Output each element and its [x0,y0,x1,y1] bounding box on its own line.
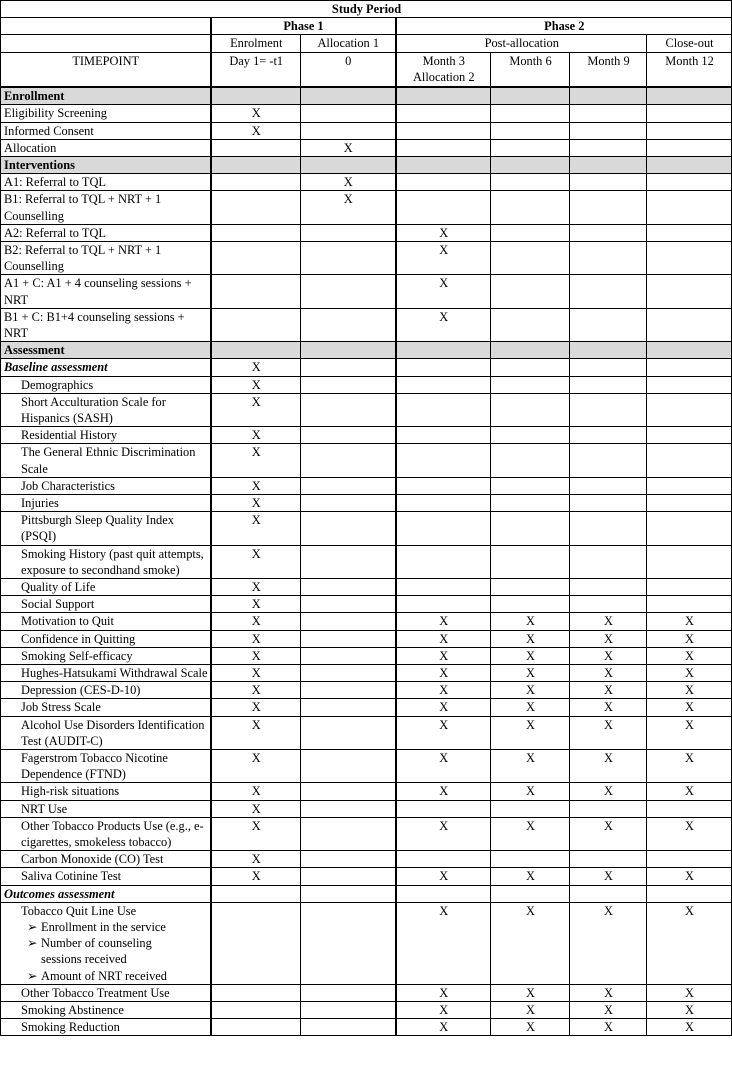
table-row [1,682,732,699]
schedule-mark: X [211,630,301,647]
table-row [1,174,732,191]
schedule-mark: X [211,783,301,800]
schedule-mark: X [211,699,301,716]
table-row [1,191,732,224]
schedule-mark: X [647,868,732,885]
zero-header: 0 [301,52,396,87]
schedule-mark: X [211,393,301,426]
table-row [1,647,732,664]
subsection-outcomes: Outcomes assessment [1,885,211,902]
schedule-mark: X [647,613,732,630]
month9-header: Month 9 [570,52,647,87]
schedule-mark: X [491,665,570,682]
schedule-mark: X [491,984,570,1001]
table-row [1,716,732,749]
row-label: High-risk situations [1,783,211,800]
schedule-mark: X [491,902,570,984]
table-row [1,359,732,376]
row-label: Job Characteristics [1,477,211,494]
schedule-mark: X [570,682,647,699]
row-label: Job Stress Scale [1,699,211,716]
schedule-mark: X [396,699,491,716]
schedule-mark: X [570,783,647,800]
schedule-mark: X [570,665,647,682]
schedule-mark: X [647,750,732,783]
table-row [1,512,732,545]
schedule-mark: X [647,902,732,984]
schedule-mark: X [211,596,301,613]
schedule-mark: X [211,613,301,630]
schedule-mark: X [491,1019,570,1036]
table-row [1,817,732,850]
section-interventions: Interventions [1,156,211,173]
schedule-mark: X [491,682,570,699]
schedule-mark: X [647,647,732,664]
schedule-mark: X [396,665,491,682]
schedule-mark: X [570,716,647,749]
schedule-mark: X [570,1019,647,1036]
row-label: A1 + C: A1 + 4 counseling sessions + NRT [1,275,211,308]
row-label: Saliva Cotinine Test [1,868,211,885]
table-row [1,579,732,596]
schedule-mark: X [491,630,570,647]
schedule-mark: X [491,613,570,630]
schedule-mark: X [647,817,732,850]
schedule-mark: X [647,630,732,647]
schedule-mark: X [211,122,301,139]
table-row [1,783,732,800]
arrow-bullet-icon: ➢ [27,936,38,951]
row-label: Pittsburgh Sleep Quality Index (PSQI) [1,512,211,545]
schedule-mark: X [647,716,732,749]
schedule-mark: X [396,1019,491,1036]
schedule-mark: X [211,800,301,817]
schedule-mark: X [211,512,301,545]
month12-header: Month 12 [647,52,732,87]
schedule-mark: X [301,174,396,191]
section-row [1,156,732,173]
schedule-mark: X [396,630,491,647]
arrow-bullet-icon: ➢ [27,920,38,935]
table-row [1,241,732,274]
study-period-header: Study Period [1,1,732,18]
schedule-mark: X [647,699,732,716]
table-row [1,1002,732,1019]
schedule-mark: X [396,783,491,800]
row-label: Injuries [1,494,211,511]
schedule-mark: X [570,817,647,850]
table-row [1,122,732,139]
schedule-mark: X [570,902,647,984]
schedule-mark: X [396,275,491,308]
section-row [1,342,732,359]
schedule-mark: X [396,224,491,241]
row-label: Informed Consent [1,122,211,139]
schedule-mark: X [211,444,301,477]
schedule-mark: X [396,716,491,749]
table-row [1,545,732,578]
schedule-mark: X [211,750,301,783]
table-row [1,984,732,1001]
table-row [1,596,732,613]
phase2-header: Phase 2 [396,18,732,35]
schedule-mark: X [211,494,301,511]
table-row [1,494,732,511]
subsection-baseline: Baseline assessment [1,359,211,376]
schedule-mark: X [570,613,647,630]
row-label: NRT Use [1,800,211,817]
section-assessment: Assessment [1,342,211,359]
allocation1-header: Allocation 1 [301,35,396,52]
schedule-mark: X [211,682,301,699]
schedule-mark: X [396,682,491,699]
post-allocation-header: Post-allocation [396,35,647,52]
schedule-mark: X [211,647,301,664]
row-label: Short Acculturation Scale for Hispanics (SASH) [1,393,211,426]
row-label: A1: Referral to TQL [1,174,211,191]
schedule-mark: X [211,477,301,494]
header-row-timepoint [1,52,732,87]
schedule-mark: X [647,783,732,800]
schedule-mark: X [211,359,301,376]
row-label: Hughes-Hatsukami Withdrawal Scale [1,665,211,682]
row-label: Carbon Monoxide (CO) Test [1,851,211,868]
schedule-mark: X [570,1002,647,1019]
close-out-header: Close-out [647,35,732,52]
tql-use-cell: Tobacco Quit Line Use ➢ Enrollment in the service ➢ Number of counseling sessions received ➢ Amount of NRT received [1,902,211,984]
schedule-mark: X [491,817,570,850]
schedule-mark: X [491,699,570,716]
schedule-mark: X [647,1019,732,1036]
schedule-mark: X [396,241,491,274]
table-row [1,139,732,156]
table-row [1,224,732,241]
row-label: Confidence in Quitting [1,630,211,647]
schedule-mark: X [211,851,301,868]
schedule-mark: X [570,750,647,783]
schedule-mark: X [301,139,396,156]
schedule-mark: X [570,984,647,1001]
row-label: B1: Referral to TQL + NRT + 1 Counselling [1,191,211,224]
table-row [1,477,732,494]
schedule-mark: X [570,647,647,664]
schedule-mark: X [211,545,301,578]
row-label: Residential History [1,427,211,444]
table-row [1,444,732,477]
row-label: B2: Referral to TQL + NRT + 1 Counselling [1,241,211,274]
schedule-mark: X [211,716,301,749]
schedule-mark: X [211,579,301,596]
section-enrollment: Enrollment [1,87,211,105]
schedule-mark: X [570,630,647,647]
phase1-header: Phase 1 [211,18,396,35]
table-row [1,800,732,817]
table-row [1,665,732,682]
schedule-mark: X [396,613,491,630]
header-row-stage [1,35,732,52]
table-row [1,851,732,868]
row-label: Depression (CES-D-10) [1,682,211,699]
row-label: Quality of Life [1,579,211,596]
row-label: Smoking Self-efficacy [1,647,211,664]
schedule-mark: X [396,1002,491,1019]
schedule-mark: X [396,817,491,850]
month6-header: Month 6 [491,52,570,87]
schedule-mark: X [491,647,570,664]
table-row [1,699,732,716]
table-row [1,275,732,308]
schedule-mark: X [396,984,491,1001]
table-row [1,1019,732,1036]
enrolment-header: Enrolment [211,35,301,52]
schedule-mark: X [647,665,732,682]
schedule-mark: X [396,750,491,783]
header-row-phase [1,18,732,35]
schedule-mark: X [211,105,301,122]
table-row [1,750,732,783]
row-label: A2: Referral to TQL [1,224,211,241]
schedule-mark: X [211,817,301,850]
schedule-mark: X [491,783,570,800]
schedule-mark: X [491,1002,570,1019]
row-label: Smoking Reduction [1,1019,211,1036]
table-row [1,613,732,630]
row-label: B1 + C: B1+4 counseling sessions + NRT [1,308,211,341]
table-row [1,308,732,341]
schedule-mark: X [647,1002,732,1019]
schedule-mark: X [211,427,301,444]
row-label: Motivation to Quit [1,613,211,630]
row-label: Other Tobacco Products Use (e.g., e-cigarettes, smokeless tobacco) [1,817,211,850]
schedule-mark: X [570,699,647,716]
schedule-mark: X [211,665,301,682]
header-row-study-period [1,1,732,18]
arrow-bullet-icon: ➢ [27,968,38,983]
schedule-mark: X [647,984,732,1001]
schedule-mark: X [491,716,570,749]
row-label: Social Support [1,596,211,613]
row-label: Alcohol Use Disorders Identification Test (AUDIT-C) [1,716,211,749]
section-row [1,87,732,105]
table-row [1,902,732,984]
row-label: Eligibility Screening [1,105,211,122]
row-label: Demographics [1,376,211,393]
schedule-mark: X [396,308,491,341]
row-label: Smoking Abstinence [1,1002,211,1019]
schedule-mark: X [647,682,732,699]
row-label: Allocation [1,139,211,156]
day1-header: Day 1= -t1 [211,52,301,87]
schedule-mark: X [570,868,647,885]
table-row [1,630,732,647]
schedule-mark: X [211,376,301,393]
table-row [1,868,732,885]
schedule-mark: X [491,868,570,885]
schedule-mark: X [491,750,570,783]
schedule-mark: X [211,868,301,885]
schedule-mark: X [396,647,491,664]
timepoint-header: TIMEPOINT [1,52,211,87]
schedule-mark: X [396,868,491,885]
table-row [1,376,732,393]
table-row [1,427,732,444]
row-label: Smoking History (past quit attempts, exposure to secondhand smoke) [1,545,211,578]
row-label: Fagerstrom Tobacco Nicotine Dependence (FTND) [1,750,211,783]
month3-header: Month 3 Allocation 2 [396,52,491,87]
schedule-mark: X [396,902,491,984]
table-row [1,393,732,426]
row-label: The General Ethnic Discrimination Scale [1,444,211,477]
schedule-mark: X [301,191,396,224]
table-row [1,105,732,122]
table-row [1,885,732,902]
row-label: Other Tobacco Treatment Use [1,984,211,1001]
